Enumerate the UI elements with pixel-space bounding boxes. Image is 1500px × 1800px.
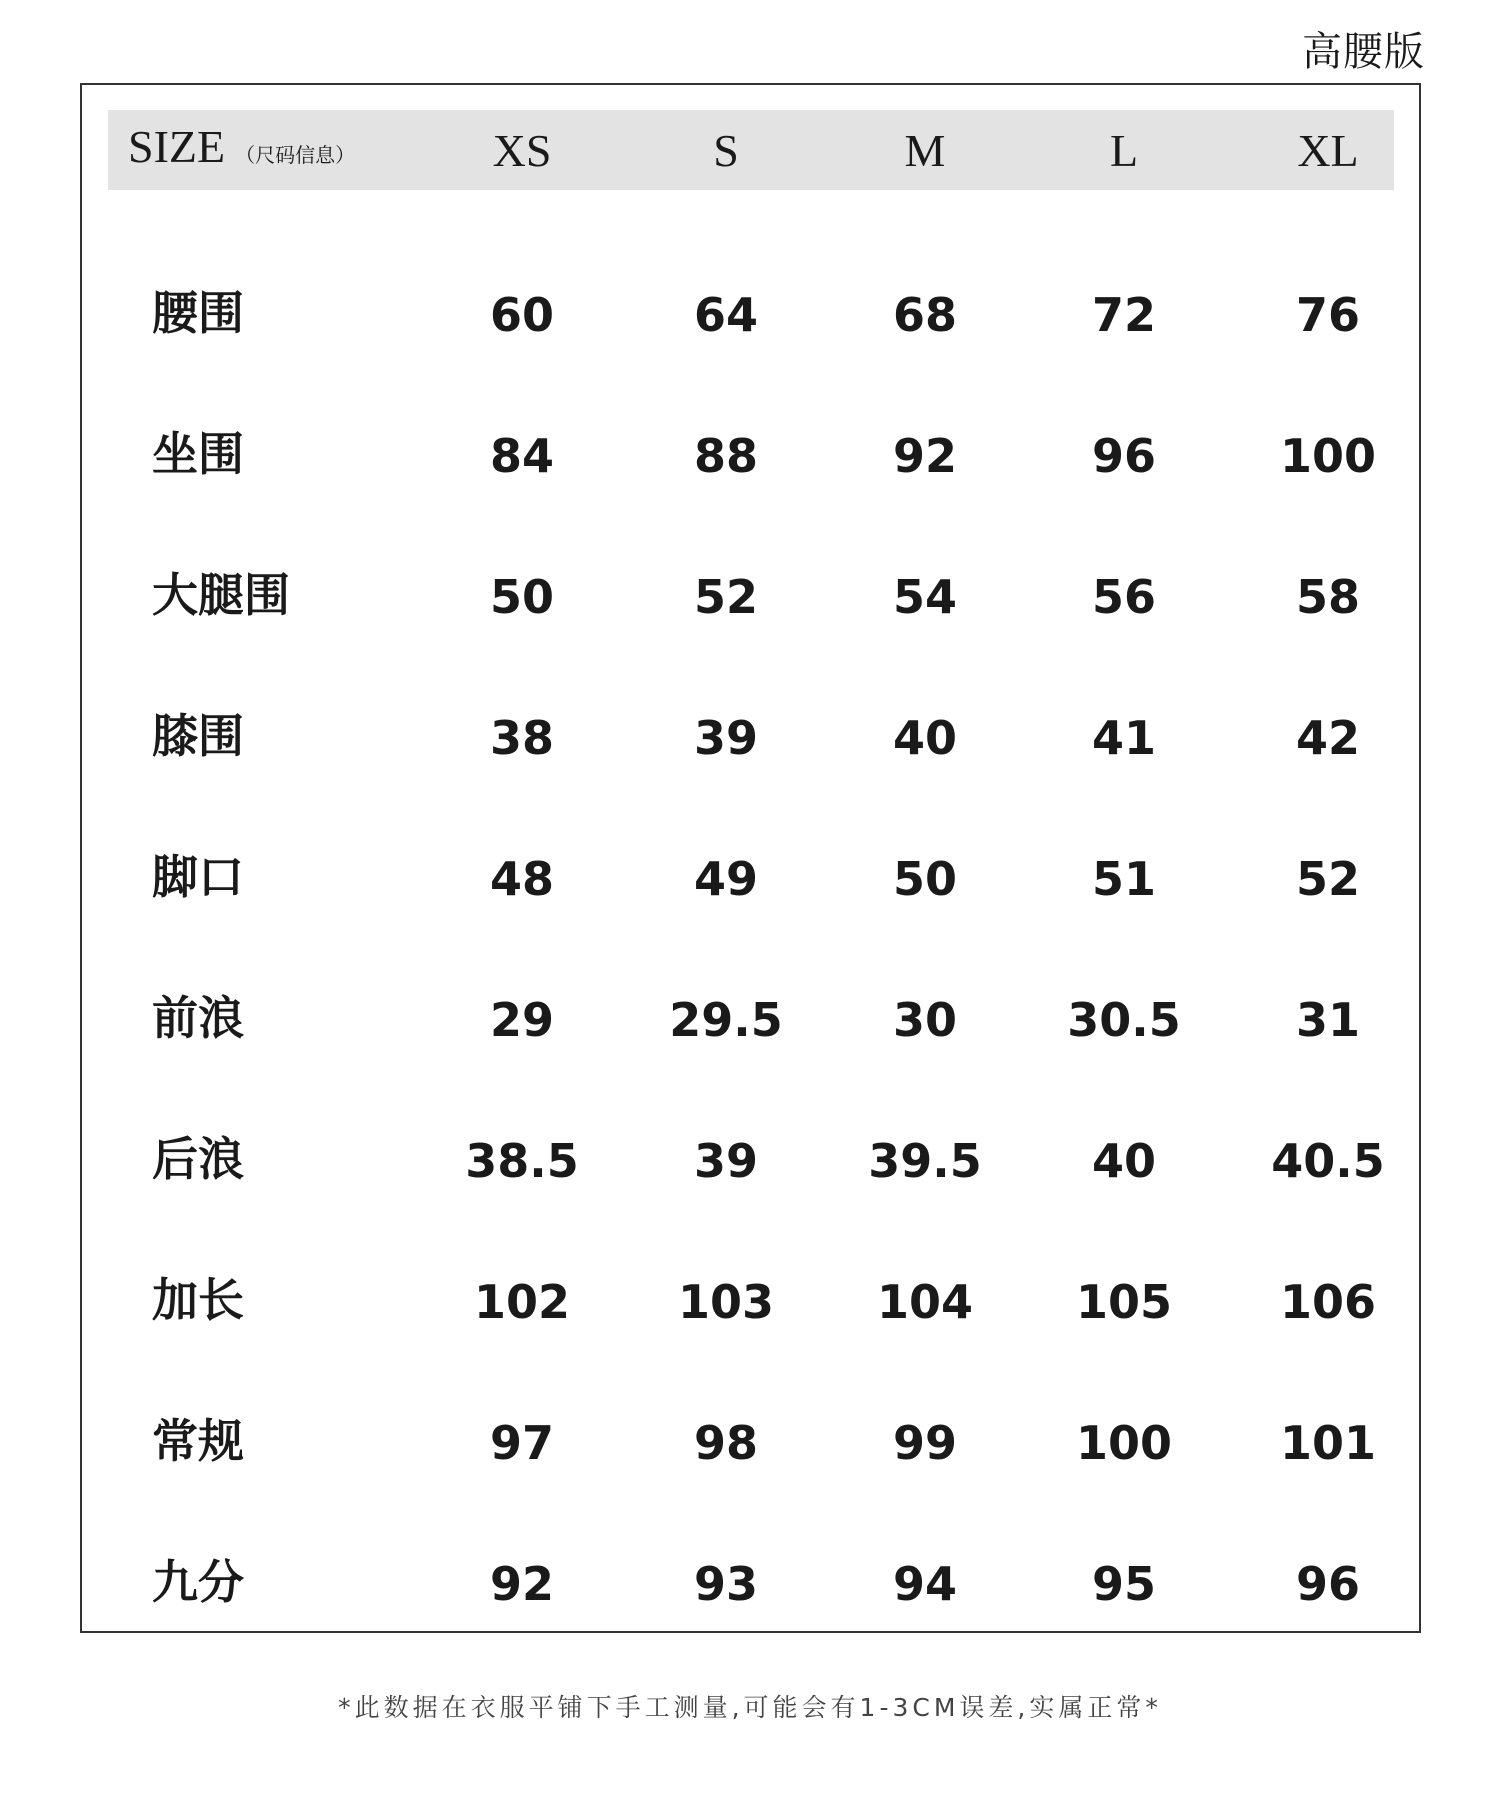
- row-label: 脚口: [152, 850, 244, 904]
- row-label: 大腿围: [152, 568, 290, 622]
- table-cell: 38: [489, 711, 554, 765]
- table-cell: 97: [489, 1416, 554, 1470]
- table-cell: 76: [1295, 288, 1360, 342]
- table-cell: 100: [1279, 429, 1377, 483]
- row-label: 常规: [152, 1414, 244, 1468]
- table-cell: 56: [1091, 570, 1156, 624]
- table-cell: 51: [1091, 852, 1156, 906]
- table-cell: 98: [693, 1416, 758, 1470]
- table-cell: 60: [489, 288, 554, 342]
- footnote: *此数据在衣服平铺下手工测量,可能会有1-3CM误差,实属正常*: [338, 1693, 1162, 1722]
- table-cell: 102: [473, 1275, 571, 1329]
- column-header-l: L: [1109, 125, 1139, 176]
- table-cell: 40: [892, 711, 957, 765]
- column-header-xs: XS: [492, 125, 552, 176]
- table-cell: 96: [1295, 1557, 1360, 1611]
- row-label: 坐围: [152, 427, 244, 481]
- table-cell: 64: [693, 288, 758, 342]
- table-cell: 92: [892, 429, 957, 483]
- table-cell: 30: [892, 993, 957, 1047]
- row-label: 腰围: [152, 286, 244, 340]
- table-cell: 103: [677, 1275, 775, 1329]
- table-cell: 42: [1295, 711, 1360, 765]
- row-label: 后浪: [152, 1132, 244, 1186]
- table-cell: 104: [876, 1275, 974, 1329]
- table-cell: 95: [1091, 1557, 1156, 1611]
- size-header-title: [128, 120, 355, 180]
- table-cell: 106: [1279, 1275, 1377, 1329]
- column-header-m: M: [904, 125, 946, 176]
- table-cell: 92: [489, 1557, 554, 1611]
- table-cell: 99: [892, 1416, 957, 1470]
- table-cell: 72: [1091, 288, 1156, 342]
- table-cell: 94: [892, 1557, 957, 1611]
- table-cell: 54: [892, 570, 957, 624]
- column-header-xl: XL: [1297, 125, 1359, 176]
- size-label: SIZE: [128, 121, 226, 172]
- column-header-s: S: [713, 125, 739, 176]
- row-label: 加长: [152, 1273, 244, 1327]
- table-cell: 68: [892, 288, 957, 342]
- table-cell: 58: [1295, 570, 1360, 624]
- table-cell: 105: [1075, 1275, 1173, 1329]
- table-cell: 30.5: [1067, 993, 1181, 1047]
- table-cell: 39: [693, 711, 758, 765]
- table-cell: 49: [693, 852, 758, 906]
- table-cell: 52: [1295, 852, 1360, 906]
- table-cell: 96: [1091, 429, 1156, 483]
- table-cell: 93: [693, 1557, 758, 1611]
- table-cell: 101: [1279, 1416, 1377, 1470]
- row-label: 九分: [152, 1555, 244, 1609]
- table-cell: 29.5: [669, 993, 783, 1047]
- version-label: 高腰版: [1302, 29, 1425, 75]
- table-cell: 29: [489, 993, 554, 1047]
- table-cell: 52: [693, 570, 758, 624]
- table-cell: 38.5: [465, 1134, 579, 1188]
- table-cell: 84: [489, 429, 554, 483]
- size-sub-label: （尺码信息）: [235, 143, 356, 167]
- table-cell: 40.5: [1271, 1134, 1385, 1188]
- row-label: 膝围: [152, 709, 244, 763]
- table-cell: 31: [1295, 993, 1360, 1047]
- row-label: 前浪: [152, 991, 244, 1045]
- table-cell: 39: [693, 1134, 758, 1188]
- table-cell: 40: [1091, 1134, 1156, 1188]
- table-cell: 88: [693, 429, 758, 483]
- table-cell: 41: [1091, 711, 1156, 765]
- table-cell: 50: [892, 852, 957, 906]
- table-cell: 48: [489, 852, 554, 906]
- table-cell: 50: [489, 570, 554, 624]
- table-cell: 39.5: [868, 1134, 982, 1188]
- table-cell: 100: [1075, 1416, 1173, 1470]
